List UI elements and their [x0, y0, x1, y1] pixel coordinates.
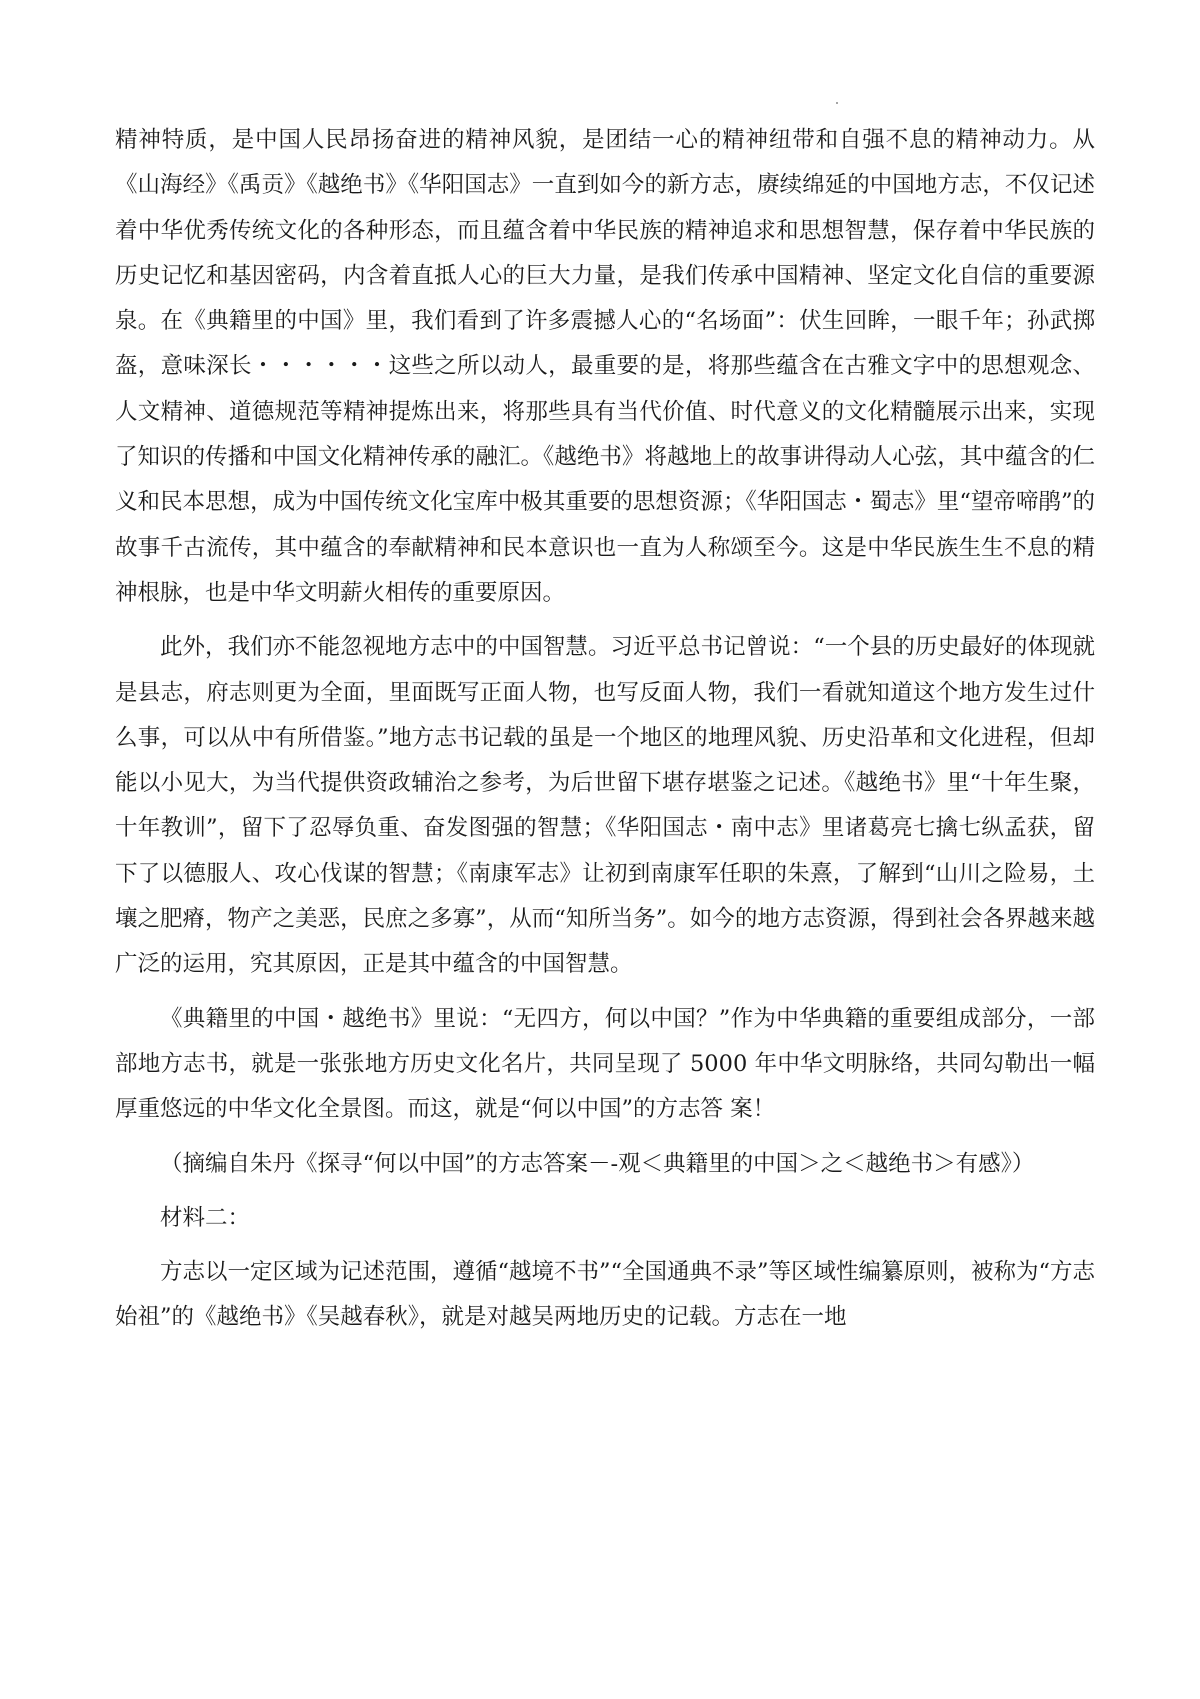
scan-speck — [836, 102, 838, 104]
paragraph-spirit: 精神特质，是中国人民昂扬奋进的精神风貌，是团结一心的精神纽带和自强不息的精神动力。从《山海经》《禹贡》《越绝书》《华阳国志》一直到如今的新方志，赓续绵延的中国地方志，不仅记述着中华优秀传统文化的各种形态，而且蕴含着中华民族的精神追求和思想智慧，保存着中华民族的历史记忆和基因密码，内含着直抵人心的巨大力量，是我们传承中国精神、坚定文化自信的重要源泉。在《典籍里的中国》里，我们看到了许多震撼人心的“名场面”：伏生回眸，一眼千年；孙武掷盔，意味深长・・・・・・这些之所以动人，最重要的是，将那些蕴含在古雅文字中的思想观念、人文精神、道德规范等精神提炼出来，将那些具有当代价值、时代意义的文化精髓展示出来，实现了知识的传播和中国文化精神传承的融汇。《越绝书》将越地上的故事讲得动人心弦，其中蕴含的仁义和民本思想，成为中国传统文化宝库中极其重要的思想资源；《华阳国志・蜀志》里“望帝啼鹃”的故事千古流传，其中蕴含的奉献精神和民本意识也一直为人称颂至今。这是中华民族生生不息的精神根脉，也是中华文明薪火相传的重要原因。 — [115, 127, 1095, 606]
source-citation: （摘编自朱丹《探寻“何以中国”的方志答案－-观＜典籍里的中国＞之＜越绝书＞有感》） — [160, 1150, 1035, 1177]
paragraph-conclusion: 《典籍里的中国・越绝书》里说：“无四方，何以中国？”作为中华典籍的重要组成部分，一部部地方志书，就是一张张地方历史文化名片，共同呈现了 5000 年中华文明脉络，共同勾勒出一幅厚重悠远的中华文化全景图。而这，就是“何以中国”的方志答 案！ — [115, 1005, 1095, 1123]
paragraph-wisdom: 此外，我们亦不能忽视地方志中的中国智慧。习近平总书记曾说：“一个县的历史最好的体现就是县志，府志则更为全面，里面既写正面人物，也写反面人物，我们一看就知道这个地方发生过什么事，可以从中有所借鉴。”地方志书记载的虽是一个地区的地理风貌、历史沿革和文化进程，但却能以小见大，为当代提供资政辅治之参考，为后世留下堪存堪鉴之记述。《越绝书》里“十年生聚，十年教训”，留下了忍辱负重、奋发图强的智慧；《华阳国志・南中志》里诸葛亮七擒七纵孟获，留下了以德服人、攻心伐谋的智慧；《南康军志》让初到南康军任职的朱熹，了解到“山川之险易，土壤之肥瘠，物产之美恶，民庶之多寡”，从而“知所当务”。如今的地方志资源，得到社会各界越来越广泛的运用，究其原因，正是其中蕴含的中国智慧。 — [115, 634, 1095, 978]
material-two-heading: 材料二： — [160, 1204, 251, 1231]
paragraph-material-two: 方志以一定区域为记述范围，遵循“越境不书”“全国通典不录”等区域性编纂原则，被称为“方志始祖”的《越绝书》《吴越春秋》，就是对越吴两地历史的记载。方志在一地 — [115, 1259, 1096, 1331]
document-body — [115, 118, 1095, 1341]
